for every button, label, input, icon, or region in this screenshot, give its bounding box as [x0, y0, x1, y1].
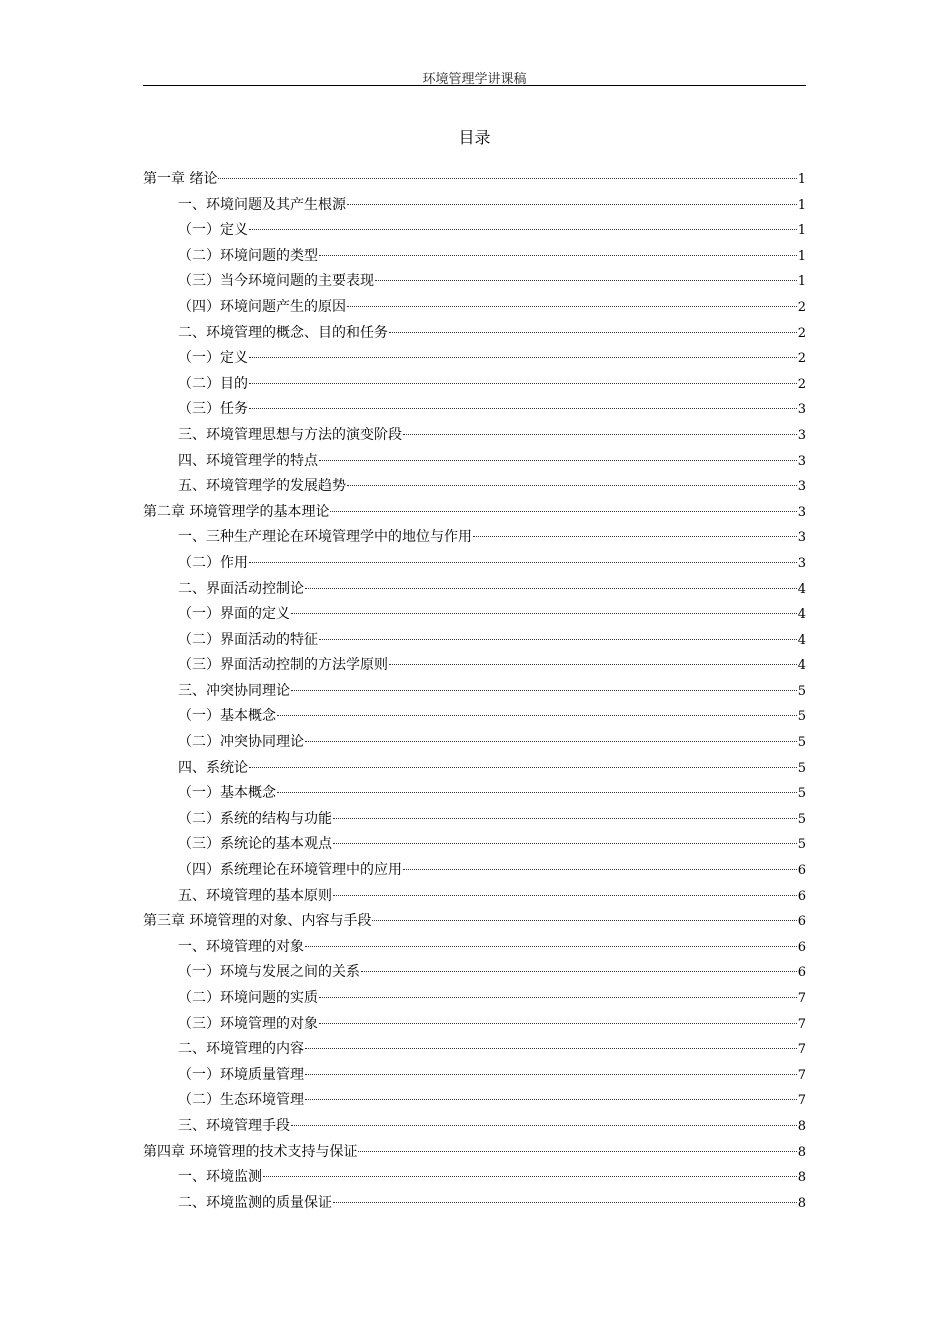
toc-entry[interactable] [143, 1037, 806, 1063]
toc-page-number: 6 [797, 914, 806, 930]
toc-leader-dots [347, 306, 797, 307]
toc-page-number: 3 [797, 427, 806, 443]
toc-entry[interactable] [143, 500, 806, 526]
toc-page-number: 5 [797, 683, 806, 699]
table-of-contents [143, 167, 806, 1216]
toc-entry-text: 四、系统论 [178, 759, 248, 776]
toc-entry[interactable] [143, 935, 806, 961]
toc-entry-text: 四、环境管理学的特点 [178, 452, 318, 469]
toc-entry-text: （一）定义 [178, 222, 248, 239]
toc-entry[interactable] [143, 858, 806, 884]
toc-page-number: 8 [797, 1118, 806, 1134]
toc-entry[interactable] [143, 986, 806, 1012]
toc-entry[interactable] [143, 909, 806, 935]
toc-entry-text: （二）作用 [178, 554, 248, 571]
toc-page-number: 7 [797, 1016, 806, 1032]
toc-leader-dots [249, 357, 797, 358]
toc-entry[interactable] [143, 1088, 806, 1114]
toc-leader-dots [319, 1023, 797, 1024]
toc-entry[interactable] [143, 449, 806, 475]
toc-entry[interactable] [143, 167, 806, 193]
toc-page-number: 7 [797, 1093, 806, 1109]
toc-leader-dots [305, 946, 797, 947]
toc-page-number: 1 [797, 274, 806, 290]
toc-entry-text: （二）环境问题的实质 [178, 990, 318, 1006]
toc-page-number: 1 [797, 223, 806, 239]
toc-page-number: 2 [797, 325, 806, 341]
toc-entry-text: 第一章 绪论 [143, 171, 218, 187]
toc-page-number: 1 [797, 197, 806, 213]
toc-entry[interactable] [143, 474, 806, 500]
toc-leader-dots [473, 536, 797, 537]
toc-leader-dots [403, 869, 797, 870]
toc-page-number: 4 [797, 658, 806, 674]
toc-entry[interactable] [143, 756, 806, 782]
toc-entry-text: （三）当今环境问题的主要表现 [178, 273, 374, 290]
toc-entry[interactable] [143, 346, 806, 372]
toc-entry-text: （二）生态环境管理 [178, 1092, 304, 1109]
toc-page-number: 5 [797, 837, 806, 853]
toc-page-number: 4 [797, 632, 806, 648]
toc-leader-dots [389, 332, 797, 333]
toc-entry-text: （一）定义 [178, 350, 248, 367]
toc-page-number: 7 [797, 991, 806, 1006]
toc-title: 目录 [458, 128, 491, 147]
toc-entry[interactable] [143, 551, 806, 577]
toc-leader-dots [263, 1176, 797, 1177]
toc-leader-dots [372, 920, 796, 921]
toc-entry[interactable] [143, 832, 806, 858]
toc-page-number: 3 [797, 504, 806, 520]
toc-entry[interactable] [143, 193, 806, 219]
toc-leader-dots [291, 690, 797, 691]
toc-page-number: 8 [797, 1144, 806, 1160]
toc-entry[interactable] [143, 704, 806, 730]
toc-leader-dots [305, 588, 797, 589]
toc-entry[interactable] [143, 295, 806, 321]
toc-entry[interactable] [143, 807, 806, 833]
toc-leader-dots [249, 767, 797, 768]
toc-leader-dots [291, 1125, 797, 1126]
toc-leader-dots [305, 1074, 797, 1075]
toc-page-number: 4 [797, 581, 806, 597]
toc-leader-dots [375, 280, 797, 281]
toc-entry-text: （三）界面活动控制的方法学原则 [178, 657, 388, 674]
toc-leader-dots [319, 255, 797, 256]
toc-entry-text: （四）系统理论在环境管理中的应用 [178, 862, 402, 879]
toc-leader-dots [389, 664, 797, 665]
toc-entry[interactable] [143, 269, 806, 295]
toc-page-number: 7 [797, 1042, 806, 1058]
toc-leader-dots [249, 383, 797, 384]
toc-entry[interactable] [143, 960, 806, 986]
running-header: 环境管理学讲课稿 [422, 72, 527, 87]
toc-leader-dots [277, 792, 797, 793]
toc-entry[interactable] [143, 525, 806, 551]
toc-leader-dots [249, 229, 797, 230]
toc-page-number: 6 [797, 888, 806, 904]
toc-entry[interactable] [143, 577, 806, 603]
toc-entry-text: （一）基本概念 [178, 785, 276, 802]
toc-entry[interactable] [143, 884, 806, 910]
toc-page-number: 1 [797, 172, 806, 187]
toc-leader-dots [330, 511, 796, 512]
toc-entry[interactable] [143, 244, 806, 270]
toc-leader-dots [333, 818, 797, 819]
toc-entry[interactable] [143, 1140, 806, 1166]
toc-entry-text: 一、三种生产理论在环境管理学中的地位与作用 [178, 529, 472, 546]
toc-page-number: 2 [797, 376, 806, 392]
toc-entry-text: （二）环境问题的类型 [178, 247, 318, 264]
toc-entry-text: 三、环境管理手段 [178, 1117, 290, 1134]
toc-entry-text: 第二章 环境管理学的基本理论 [143, 503, 330, 520]
toc-entry-text: （一）界面的定义 [178, 606, 290, 623]
toc-page-number: 2 [797, 351, 806, 367]
toc-page-number: 5 [797, 760, 806, 776]
toc-page-number: 8 [797, 1170, 806, 1186]
toc-entry[interactable] [143, 372, 806, 398]
toc-entry[interactable] [143, 628, 806, 654]
toc-page-number: 1 [797, 248, 806, 264]
toc-entry-text: 二、环境监测的质量保证 [178, 1194, 332, 1211]
toc-leader-dots [347, 204, 797, 205]
toc-entry[interactable] [143, 218, 806, 244]
toc-page-number: 6 [797, 965, 806, 981]
toc-leader-dots [403, 434, 797, 435]
toc-entry-text: （四）环境问题产生的原因 [178, 298, 346, 315]
toc-page-number: 2 [797, 299, 806, 315]
toc-page-number: 3 [797, 555, 806, 571]
toc-page-number: 7 [797, 1067, 806, 1083]
toc-leader-dots [249, 408, 797, 409]
toc-entry-text: 第四章 环境管理的技术支持与保证 [143, 1143, 358, 1160]
toc-entry-text: （二）目的 [178, 375, 248, 392]
toc-page-number: 5 [797, 735, 806, 751]
toc-leader-dots [218, 178, 796, 179]
toc-leader-dots [333, 1202, 797, 1203]
toc-page-number: 3 [797, 479, 806, 495]
toc-entry[interactable] [143, 1191, 806, 1217]
toc-entry-text: 二、界面活动控制论 [178, 580, 304, 597]
toc-entry[interactable] [143, 1165, 806, 1191]
toc-page-number: 3 [797, 453, 806, 469]
toc-entry-text: 五、环境管理的基本原则 [178, 887, 332, 904]
toc-leader-dots [319, 997, 797, 998]
toc-page-number: 3 [797, 402, 806, 418]
toc-entry[interactable] [143, 1114, 806, 1140]
toc-page-number: 4 [797, 607, 806, 623]
toc-page-number: 5 [797, 709, 806, 725]
toc-page-number: 5 [797, 811, 806, 827]
toc-leader-dots [305, 1048, 797, 1049]
toc-leader-dots [347, 485, 797, 486]
toc-leader-dots [291, 613, 797, 614]
toc-entry[interactable] [143, 321, 806, 347]
toc-entry-text: （三）系统论的基本观点 [178, 836, 332, 853]
toc-entry-text: （二）界面活动的特征 [178, 631, 318, 648]
toc-entry-text: （二）系统的结构与功能 [178, 810, 332, 827]
toc-entry-text: （一）环境与发展之间的关系 [178, 964, 360, 981]
toc-entry-text: 二、环境管理的内容 [178, 1041, 304, 1058]
toc-entry[interactable] [143, 1012, 806, 1038]
toc-page-number: 6 [797, 863, 806, 879]
toc-leader-dots [333, 843, 797, 844]
toc-entry-text: （一）环境质量管理 [178, 1066, 304, 1083]
toc-leader-dots [319, 460, 797, 461]
toc-entry-text: （一）基本概念 [178, 708, 276, 725]
toc-entry-text: 一、环境管理的对象 [178, 938, 304, 955]
toc-page-number: 5 [797, 786, 806, 802]
toc-entry-text: 一、环境监测 [178, 1169, 262, 1186]
toc-entry[interactable] [143, 730, 806, 756]
toc-entry-text: 二、环境管理的概念、目的和任务 [178, 324, 388, 341]
header-rule [143, 85, 806, 86]
toc-leader-dots [249, 562, 797, 563]
toc-entry[interactable] [143, 679, 806, 705]
toc-entry-text: 三、冲突协同理论 [178, 682, 290, 699]
toc-leader-dots [333, 895, 797, 896]
toc-page-number: 3 [797, 530, 806, 546]
toc-page-number: 8 [797, 1195, 806, 1211]
toc-entry-text: （三）环境管理的对象 [178, 1015, 318, 1032]
toc-entry[interactable] [143, 602, 806, 628]
toc-entry-text: （三）任务 [178, 401, 248, 418]
toc-entry[interactable] [143, 423, 806, 449]
toc-leader-dots [358, 1151, 796, 1152]
toc-leader-dots [361, 971, 797, 972]
toc-entry[interactable] [143, 397, 806, 423]
toc-leader-dots [319, 639, 797, 640]
toc-entry-text: 一、环境问题及其产生根源 [178, 196, 346, 213]
toc-page-number: 6 [797, 939, 806, 955]
toc-entry-text: 五、环境管理学的发展趋势 [178, 478, 346, 495]
toc-entry-text: 第三章 环境管理的对象、内容与手段 [143, 913, 372, 930]
toc-entry[interactable] [143, 1063, 806, 1089]
toc-entry-text: 三、环境管理思想与方法的演变阶段 [178, 426, 402, 443]
toc-entry-text: （二）冲突协同理论 [178, 734, 304, 751]
toc-leader-dots [277, 715, 797, 716]
toc-entry[interactable] [143, 653, 806, 679]
toc-leader-dots [305, 1099, 797, 1100]
toc-entry[interactable] [143, 781, 806, 807]
toc-leader-dots [305, 741, 797, 742]
